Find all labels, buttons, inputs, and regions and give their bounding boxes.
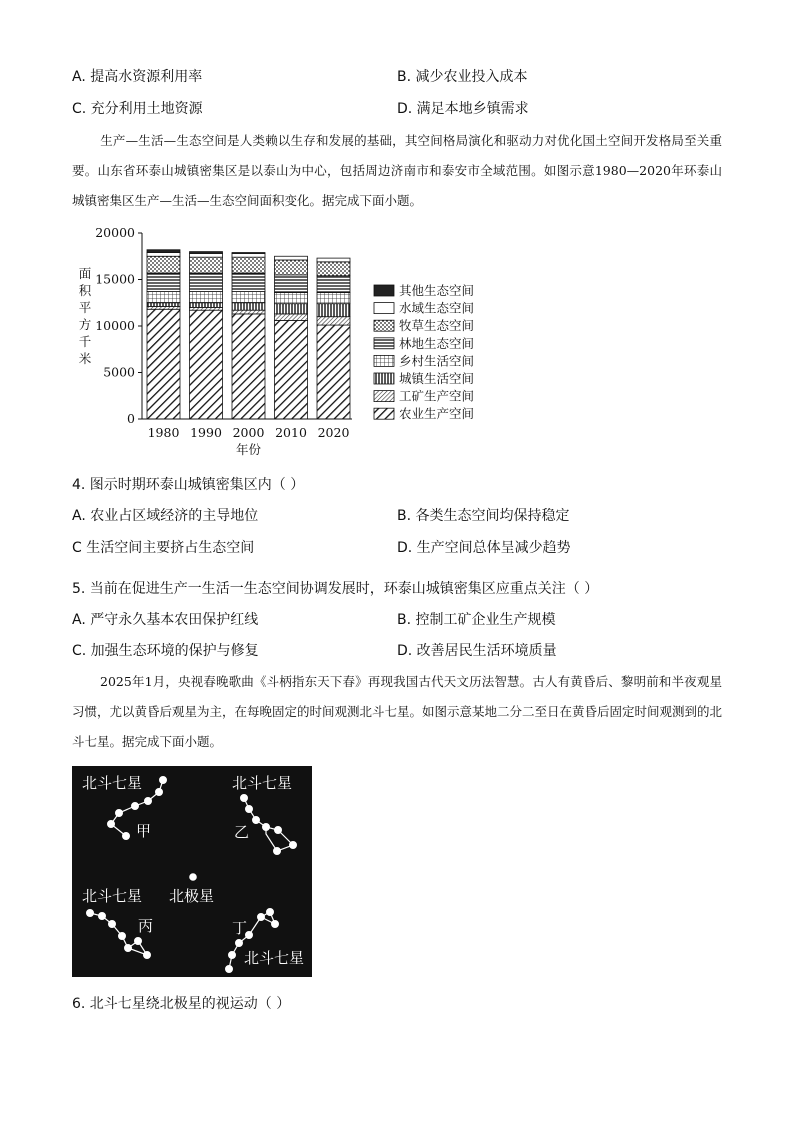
passage-1: 生产—生活—生态空间是人类赖以生存和发展的基础，其空间格局演化和驱动力对优化国土空间开发格局至关重要。山东省环泰山城镇密集区是以泰山为中心，包括周边济南市和泰安市全域范围。如图示意1980—2020年环泰山城镇密集区生产—生活—生态空间面积变化。据完成下面小题。 (72, 133, 722, 208)
x-tick-label: 1990 (190, 425, 222, 440)
q4-option-c: C 生活空间主要挤占生态空间 (72, 540, 255, 556)
bar-segment (147, 303, 180, 307)
y-tick-label: 15000 (95, 271, 135, 287)
legend-label: 城镇生活空间 (399, 371, 475, 386)
y-tick-label: 20000 (95, 225, 135, 240)
bars (147, 250, 350, 419)
y-label-char: 方 (78, 317, 92, 332)
legend-label: 其他生态空间 (399, 283, 475, 298)
q5-option-a: A. 严守永久基本农田保护红线 (72, 612, 259, 628)
bar-segment (275, 320, 308, 419)
figure-background (72, 766, 312, 977)
passage-2: 2025年1月，央视春晚歌曲《斗柄指东天下春》再现我国古代天文历法智慧。古人有黄昏后、黎明前和半夜观星习惯，尤以黄昏后观星为主，在每晚固定的时间观测北斗七星。如图示意某地二分二至日在黄昏后固定时间观测到的北斗七星。据完成下面小题。 (72, 674, 723, 749)
y-axis-label (79, 266, 92, 366)
legend-swatch (374, 320, 394, 331)
bar-segment (147, 306, 180, 309)
bar-segment (232, 257, 265, 273)
y-label-char: 千 (78, 334, 92, 349)
option-b: B. 减少农业投入成本 (397, 69, 528, 85)
bar-segment (232, 314, 265, 419)
x-axis-label: 年份 (235, 442, 262, 457)
legend-swatch (374, 355, 394, 366)
bar-segment (190, 253, 223, 257)
y-label-char: 积 (78, 283, 92, 298)
bar-segment (317, 317, 350, 325)
x-tick-label: 2010 (275, 425, 307, 440)
bar-segment (275, 275, 308, 293)
bar-segment (232, 310, 265, 314)
big-dipper-figure (72, 766, 312, 977)
bar-segment (275, 260, 308, 275)
bar-segment (190, 252, 223, 254)
legend-label: 农业生产空间 (399, 406, 475, 422)
q4-stem: 4. 图示时期环泰山城镇密集区内（ ） (72, 477, 305, 493)
bar-segment (147, 309, 180, 419)
bar-segment (317, 258, 350, 262)
option-a: A. 提高水资源利用率 (72, 69, 203, 85)
y-label-char: 米 (78, 351, 92, 366)
bar-segment (190, 292, 223, 303)
q5-stem: 5. 当前在促进生产一生活一生态空间协调发展时，环泰山城镇密集区应重点关注（ ） (72, 581, 599, 597)
bar-segment (190, 273, 223, 292)
q4-option-d: D. 生产空间总体呈减少趋势 (397, 540, 571, 556)
legend (374, 283, 474, 421)
bar-segment (275, 314, 308, 321)
y-axis (95, 225, 142, 426)
bar-segment (317, 276, 350, 293)
legend-swatch (374, 373, 394, 384)
legend-swatch (374, 408, 394, 419)
bar-segment (275, 293, 308, 304)
legend-label: 林地生态空间 (399, 335, 475, 351)
y-label-char: 面 (78, 266, 92, 281)
legend-swatch (374, 338, 394, 349)
y-tick-label: 5000 (103, 364, 135, 380)
bar-segment (190, 303, 223, 308)
bar-segment (232, 303, 265, 310)
label-yi: 乙 (234, 823, 250, 841)
bar-segment (147, 253, 180, 257)
bar-segment (190, 310, 223, 419)
label-dipper-yi: 北斗七星 (232, 774, 293, 792)
legend-label: 牧草生态空间 (399, 318, 475, 334)
bar-segment (147, 256, 180, 273)
option-c: C. 充分利用土地资源 (72, 101, 203, 117)
bar-segment (317, 304, 350, 317)
label-dipper-jia: 北斗七星 (82, 774, 143, 792)
label-bing: 丙 (138, 917, 154, 935)
legend-swatch (374, 391, 394, 402)
polaris-star (190, 874, 196, 880)
legend-swatch (374, 303, 394, 314)
bar-segment (190, 257, 223, 273)
bar-segment (317, 325, 350, 419)
x-tick-label: 2020 (317, 425, 350, 440)
y-tick-label: 0 (127, 411, 135, 426)
bar-segment (232, 253, 265, 254)
legend-label: 水域生态空间 (399, 300, 475, 316)
option-d: D. 满足本地乡镇需求 (397, 101, 529, 117)
legend-swatch (374, 285, 394, 296)
x-tick-label: 2000 (232, 425, 265, 440)
legend-label: 乡村生活空间 (399, 353, 475, 369)
bar-segment (147, 273, 180, 292)
bar-segment (147, 250, 180, 253)
bar-segment (317, 262, 350, 276)
legend-label: 工矿生产空间 (399, 388, 475, 404)
label-ding: 丁 (232, 919, 248, 937)
q5-option-d: D. 改善居民生活环境质量 (397, 643, 557, 659)
q5-option-b: B. 控制工矿企业生产规模 (397, 612, 556, 628)
bar-segment (317, 293, 350, 304)
y-label-char: 平 (78, 300, 92, 315)
bar-segment (275, 304, 308, 314)
label-dipper-bing: 北斗七星 (82, 887, 143, 905)
bar-segment (232, 273, 265, 292)
bar-segment (232, 253, 265, 257)
q5-option-c: C. 加强生态环境的保护与修复 (72, 643, 259, 659)
label-jia: 甲 (136, 822, 152, 840)
x-axis (142, 419, 352, 440)
q6-stem: 6. 北斗七星绕北极星的视运动（ ） (72, 996, 291, 1012)
x-tick-label: 1980 (147, 425, 180, 440)
stacked-bar-chart (72, 222, 502, 462)
q4-option-b: B. 各类生态空间均保持稳定 (397, 508, 570, 524)
q4-option-a: A. 农业占区域经济的主导地位 (72, 508, 259, 524)
bar-segment (275, 256, 308, 260)
label-polaris: 北极星 (169, 887, 215, 905)
bar-segment (232, 292, 265, 303)
bar-segment (147, 292, 180, 303)
label-dipper-ding: 北斗七星 (244, 949, 305, 967)
y-tick-label: 10000 (95, 318, 135, 333)
bar-segment (190, 307, 223, 310)
